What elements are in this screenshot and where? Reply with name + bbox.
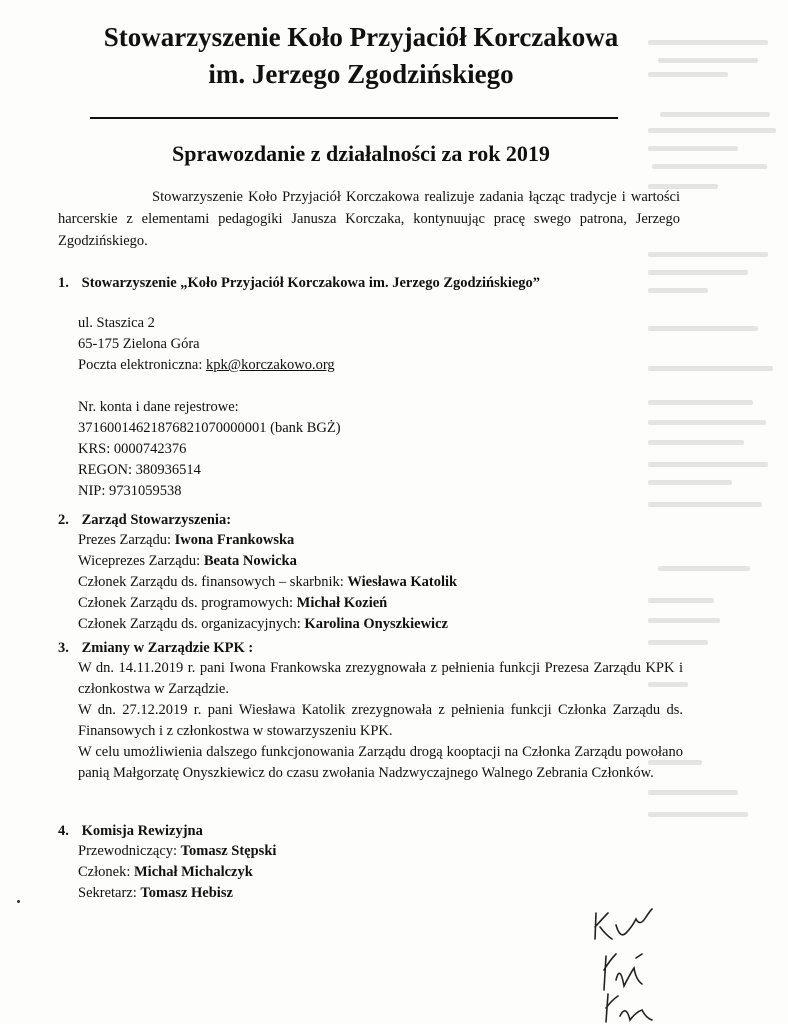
committee-member [78, 862, 683, 883]
audit-committee-list [78, 841, 683, 904]
committee-member [78, 883, 683, 904]
spacer [78, 376, 683, 397]
member-role: Przewodniczący: [78, 843, 181, 859]
member-name: Karolina Onyszkiewicz [304, 616, 448, 632]
address-street: ul. Staszica 2 [78, 315, 155, 331]
board-member [78, 551, 683, 572]
member-name: Wiesława Katolik [347, 574, 458, 590]
section-title: Komisja Rewizyjna [81, 823, 203, 839]
member-name: Michał Kozień [296, 595, 388, 611]
member-role: Członek Zarządu ds. organizacyjnych: [78, 616, 305, 632]
section-4-heading [58, 820, 203, 842]
board-member [78, 593, 683, 614]
intro-paragraph: Stowarzyszenie Koło Przyjaciół Korczakowa realizuje zadania łącząc tradycje i wartości harcerskie z elementami pedagogiki Janusza Korczaka, kontynuując pracę swego patrona, Jerzego Zgodzińskiego. [58, 189, 680, 249]
section-title: Zmiany w Zarządzie KPK : [81, 640, 254, 656]
member-name: Iwona Frankowska [174, 532, 295, 548]
member-role: Członek Zarządu ds. finansowych – skarbnik: [78, 574, 348, 590]
account-label: Nr. konta i dane rejestrowe: [78, 399, 239, 415]
header-divider [90, 117, 618, 119]
board-members-list [78, 530, 683, 635]
section-1-heading [58, 272, 540, 294]
board-member [78, 530, 683, 551]
section-3-heading [58, 637, 253, 659]
krs-number: KRS: 0000742376 [78, 441, 187, 457]
member-role: Wiceprezes Zarządu: [78, 553, 204, 569]
nip-number: NIP: 9731059538 [78, 483, 182, 499]
member-name: Tomasz Hebisz [140, 885, 233, 901]
board-changes [78, 658, 683, 784]
organization-name-line1: Stowarzyszenie Koło Przyjaciół Korczakowa [103, 22, 619, 52]
section-title: Stowarzyszenie „Koło Przyjaciół Korczakowa im. Jerzego Zgodzińskiego” [81, 275, 541, 291]
scan-speck [17, 900, 20, 903]
regon-number: REGON: 380936514 [78, 462, 201, 478]
signature-initials-3 [596, 990, 666, 1024]
member-role: Członek Zarządu ds. programowych: [78, 595, 297, 611]
section-number: 1. [58, 275, 69, 291]
section-number: 3. [58, 640, 69, 656]
section-title: Zarząd Stowarzyszenia: [81, 512, 232, 528]
organization-details [78, 313, 683, 502]
member-role: Członek: [78, 864, 134, 880]
section-number: 4. [58, 823, 69, 839]
member-role: Prezes Zarządu: [78, 532, 175, 548]
member-name: Tomasz Stępski [180, 843, 277, 859]
email-line [78, 355, 683, 376]
signature-initials-2 [596, 950, 666, 995]
section-2-heading [58, 509, 231, 531]
member-name: Michał Michalczyk [133, 864, 253, 880]
bank-account: 37160014621876821070000001 (bank BGŻ) [78, 420, 341, 436]
address-city: 65-175 Zielona Góra [78, 336, 200, 352]
change-paragraph: W dn. 14.11.2019 r. pani Iwona Frankowska zrezygnowała z pełnienia funkcji Prezesa Zarządu KPK i członkostwa w Zarządzie. [78, 660, 683, 697]
email-link[interactable]: kpk@korczakowo.org [206, 357, 335, 373]
email-label: Poczta elektroniczna: [78, 357, 207, 373]
board-member [78, 572, 683, 593]
signature-initials-1 [590, 905, 670, 950]
member-name: Beata Nowicka [203, 553, 297, 569]
committee-member [78, 841, 683, 862]
member-role: Sekretarz: [78, 885, 141, 901]
organization-name-line2: im. Jerzego Zgodzińskiego [208, 59, 514, 89]
section-number: 2. [58, 512, 69, 528]
change-paragraph: W celu umożliwienia dalszego funkcjonowania Zarządu drogą kooptacji na Członka Zarządu powołano panią Małgorzatę Onyszkiewicz do czasu zwołania Nadzwyczajnego Walnego Zebrania Członków. [78, 744, 683, 781]
report-title: Sprawozdanie z działalności za rok 2019 [172, 141, 550, 166]
board-member [78, 614, 683, 635]
change-paragraph: W dn. 27.12.2019 r. pani Wiesława Katolik zrezygnowała z pełnienia funkcji Członka Zarządu ds. Finansowych i z członkostwa w stowarzyszeniu KPK. [78, 702, 683, 739]
